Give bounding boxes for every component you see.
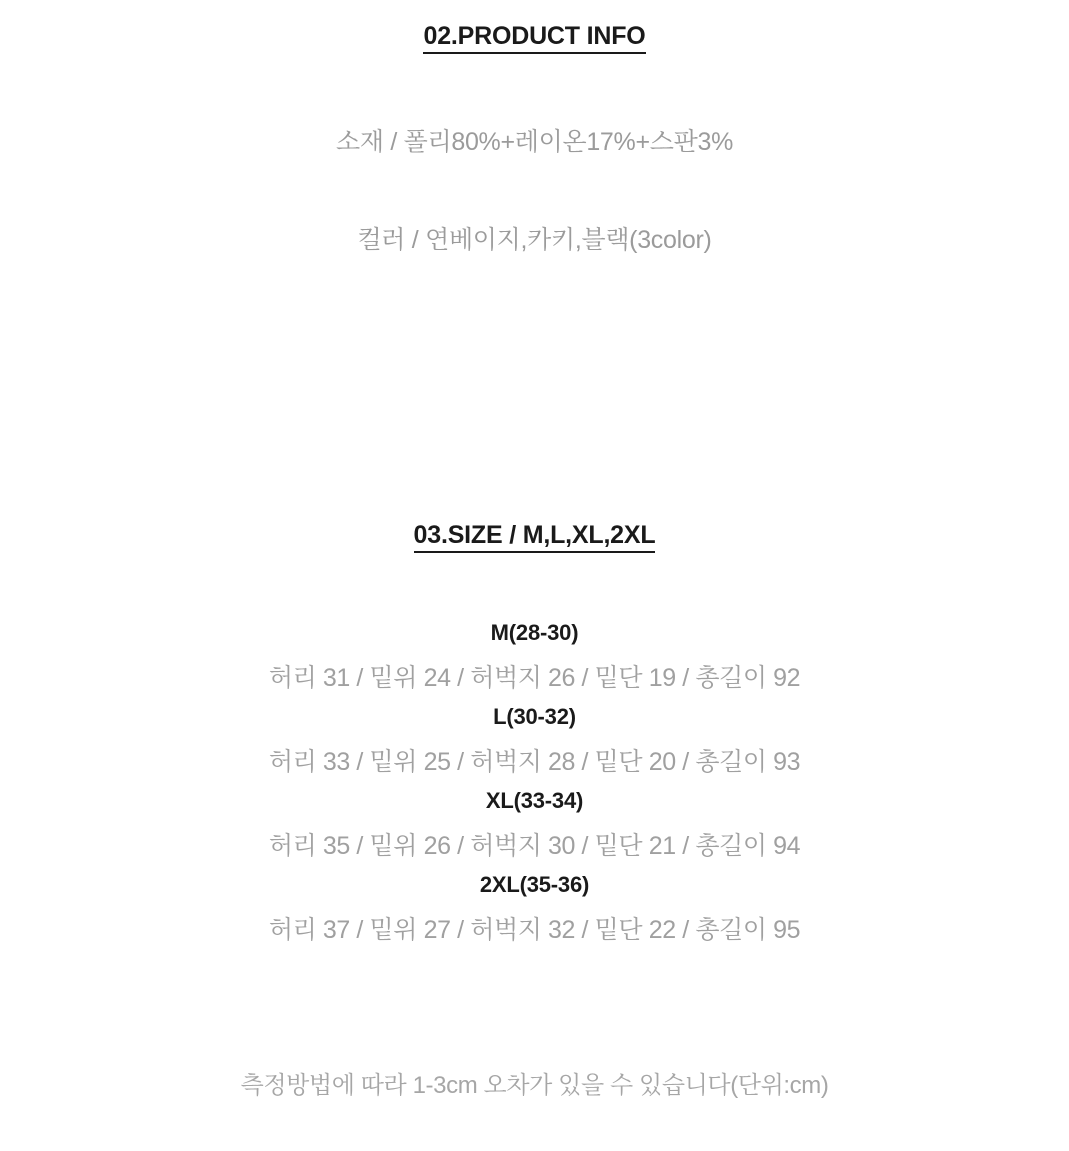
material-line: 소재 / 폴리80%+레이온17%+스판3% [336,128,733,156]
size-measure: 허리 37 / 밑위 27 / 허벅지 32 / 밑단 22 / 총길이 95 [268,916,801,944]
product-info-heading [0,22,1069,51]
size-row [0,788,1069,862]
size-row [0,620,1069,694]
product-info-heading-text: 02.PRODUCT INFO [423,22,645,54]
size-table [0,620,1069,956]
size-info-heading [0,521,1069,550]
color-line: 컬러 / 연베이지,카키,블랙(3color) [357,226,712,254]
size-measure: 허리 33 / 밑위 25 / 허벅지 28 / 밑단 20 / 총길이 93 [268,748,801,776]
size-label: XL(33-34) [485,788,584,813]
size-label: 2XL(35-36) [479,872,590,897]
measurement-note: 측정방법에 따라 1-3cm 오차가 있을 수 있습니다(단위:cm) [240,1072,829,1099]
size-row [0,704,1069,778]
size-label: M(28-30) [490,620,579,645]
size-info-heading-text: 03.SIZE / M,L,XL,2XL [414,521,656,553]
size-row [0,872,1069,946]
size-measure: 허리 35 / 밑위 26 / 허벅지 30 / 밑단 21 / 총길이 94 [268,832,801,860]
size-label: L(30-32) [493,704,576,729]
size-measure: 허리 31 / 밑위 24 / 허벅지 26 / 밑단 19 / 총길이 92 [268,664,801,692]
